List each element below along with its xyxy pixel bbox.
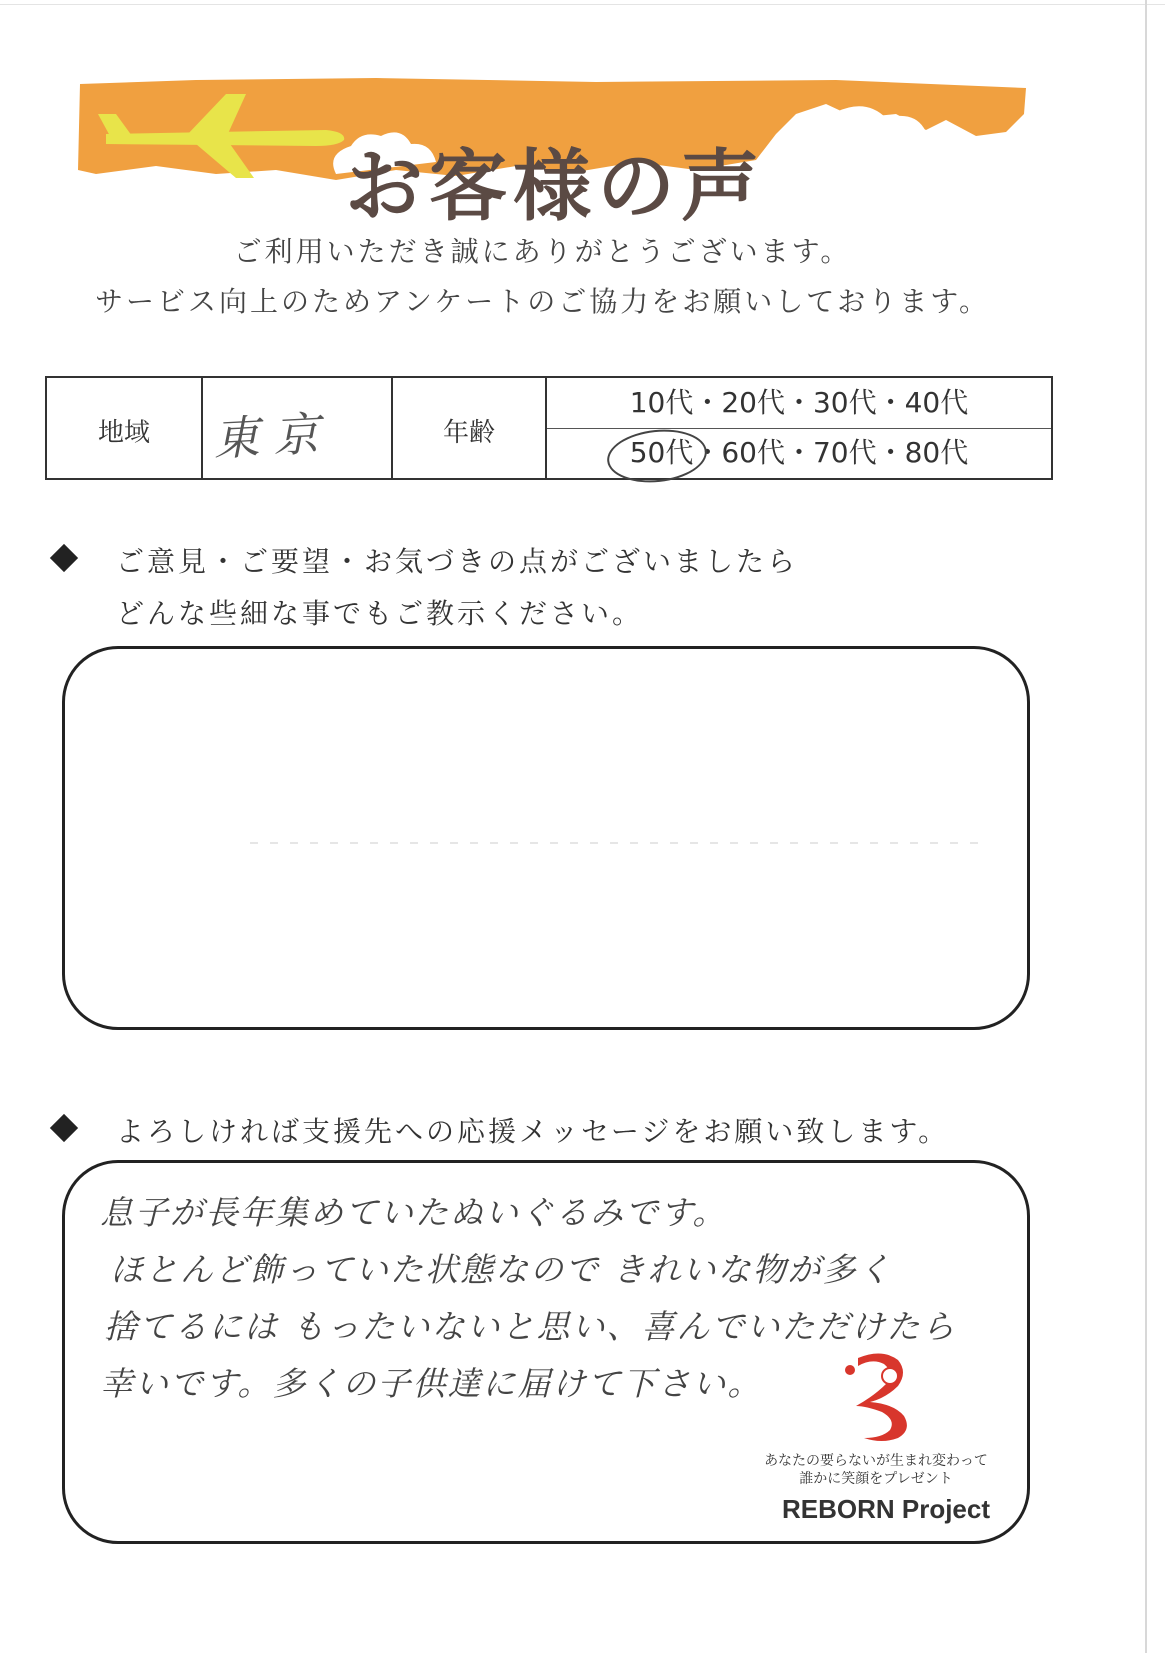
scan-edge-right	[1145, 0, 1147, 1653]
age-options-row-2[interactable]: 50代・60代・70代・80代	[629, 436, 969, 469]
region-value-cell[interactable]	[203, 378, 393, 478]
message-line-1: 息子が長年集めていたぬいぐるみです。	[100, 1193, 728, 1232]
info-table	[45, 376, 1053, 480]
section-1-heading	[54, 540, 954, 630]
intro-line-1: ご利用いただき誠にありがとうございます。	[233, 235, 852, 268]
region-label-cell	[47, 378, 203, 478]
section-2-heading	[54, 1110, 1004, 1150]
scan-edge-top	[0, 4, 1165, 5]
section-2-line: よろしければ支援先への応援メッセージをお願い致します。	[116, 1115, 950, 1148]
message-line-2: ほとんど飾っていた状態なので きれいな物が多く	[110, 1250, 893, 1289]
section-1-line-2: どんな些細な事でもご教示ください。	[116, 597, 644, 630]
region-label: 地域	[97, 418, 150, 448]
age-label-cell	[393, 378, 547, 478]
region-value: 東京	[211, 405, 335, 467]
message-line-4: 幸いです。多くの子供達に届けて下さい。	[100, 1364, 763, 1403]
age-label: 年齢	[442, 418, 495, 448]
page-title: お客様の声	[344, 142, 765, 232]
logo-tagline-line-1: あなたの要らないが生まれ変わって	[764, 1453, 988, 1469]
logo-tagline	[736, 1452, 1016, 1488]
erased-text-trace	[250, 842, 990, 844]
opinion-response-box[interactable]	[62, 646, 1030, 1030]
message-line-3: 捨てるには もったいないと思い、喜んでいただけたら	[104, 1307, 957, 1346]
section-1-line-1: ご意見・ご要望・お気づきの点がございましたら	[116, 545, 799, 578]
age-options-row-1[interactable]: 10代・20代・30代・40代	[547, 378, 1051, 429]
diamond-bullet-icon	[50, 544, 78, 572]
diamond-bullet-icon	[50, 1114, 78, 1142]
age-options-cell[interactable]	[547, 378, 1051, 478]
handwritten-message	[100, 1184, 957, 1412]
logo-tagline-line-2: 誰かに笑顔をプレゼント	[799, 1471, 953, 1487]
intro-line-2: サービス向上のためアンケートのご協力をお願いしております。	[94, 285, 991, 318]
reborn-logo-icon	[842, 1348, 912, 1444]
logo-name: REBORN Project	[781, 1494, 991, 1524]
